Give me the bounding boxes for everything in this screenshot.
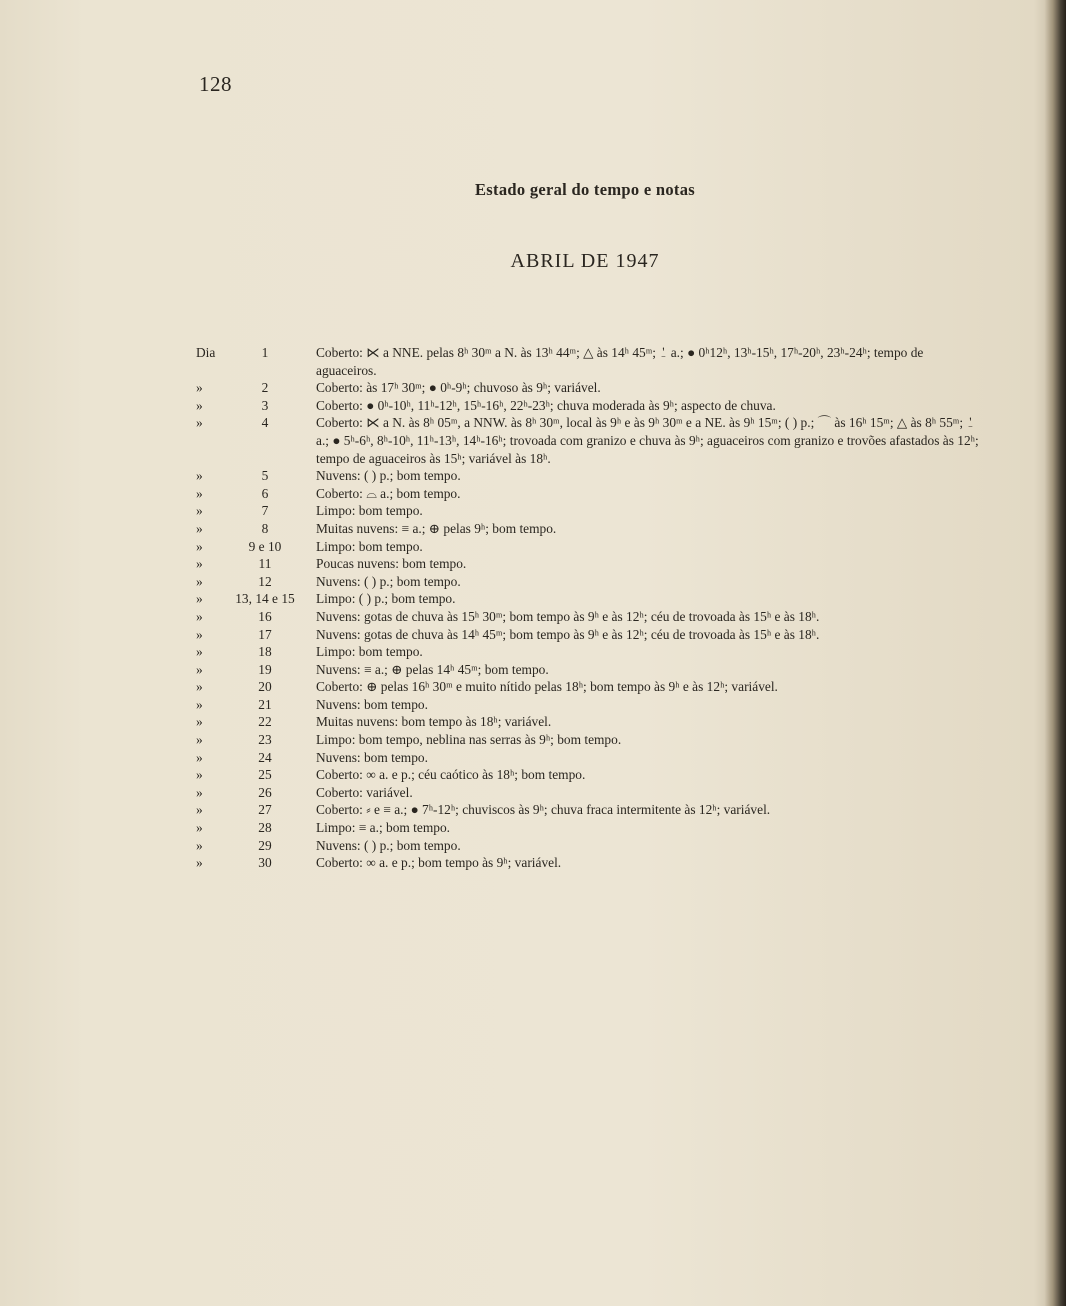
entry-day-marker: » <box>196 767 203 783</box>
entry-day-number: 1 <box>261 345 269 360</box>
entry-day-number: 24 <box>258 749 272 765</box>
entry-day-marker: » <box>196 608 203 624</box>
entry-row <box>190 555 990 573</box>
entry-row <box>190 573 990 591</box>
entry-row <box>190 749 990 767</box>
entry-description: Nuvens: bom tempo. <box>316 749 428 765</box>
entry-day-number: 8 <box>261 520 269 536</box>
entry-row <box>190 801 990 819</box>
entry-day-number: 9 e 10 <box>248 538 282 554</box>
entry-description: Coberto: ⋉ a N. às 8ʰ 05ᵐ, a NNW. às 8ʰ 30ᵐ, local às 9ʰ e às 9ʰ 30ᵐ e a NE. às 9ʰ 15ᵐ; ( ) p.; ⌒ às 16ʰ 15ᵐ; △ às 8ʰ 55ᵐ; ⍘ a.; ● 5ʰ-6ʰ, 8ʰ-10ʰ, 11ʰ-13ʰ, 14ʰ-16ʰ; trovoada com granizo e chuva às 9ʰ; aguaceiros com granizo e trovões afastados às 12ʰ; tempo de aguaceiros às 15ʰ; variável às 18ʰ. <box>316 415 979 466</box>
entry-day-marker: » <box>196 696 203 712</box>
entry-day-number: 27 <box>258 802 272 818</box>
entry-day-number: 19 <box>258 661 272 677</box>
entry-description: Coberto: variável. <box>316 784 413 800</box>
entry-row <box>190 502 990 520</box>
entry-day-number: 25 <box>258 767 272 783</box>
entry-description: Muitas nuvens: ≡ a.; ⊕ pelas 9ʰ; bom tempo. <box>316 520 557 536</box>
entry-day-number: 6 <box>261 485 269 501</box>
entry-description: Coberto: ∞ a. e p.; bom tempo às 9ʰ; variável. <box>316 855 562 871</box>
entry-day-marker: » <box>196 749 203 765</box>
entry-description: Coberto: ∞ a. e p.; céu caótico às 18ʰ; bom tempo. <box>316 767 586 783</box>
entry-row <box>190 713 990 731</box>
entry-description: Nuvens: ( ) p.; bom tempo. <box>316 573 461 589</box>
entry-row <box>190 819 990 837</box>
entry-day-marker: » <box>196 591 203 607</box>
entry-description: Nuvens: gotas de chuva às 15ʰ 30ᵐ; bom tempo às 9ʰ e às 12ʰ; céu de trovoada às 15ʰ e às 18ʰ. <box>316 608 820 624</box>
entry-row <box>190 837 990 855</box>
entry-day-marker: » <box>196 485 203 501</box>
entry-row <box>190 467 990 485</box>
entry-day-number: 16 <box>258 608 272 624</box>
entry-row <box>190 678 990 696</box>
entry-row <box>190 626 990 644</box>
entry-day-marker: » <box>196 732 203 748</box>
entry-description: Coberto: ⌓ a.; bom tempo. <box>316 485 461 501</box>
entry-day-number: 21 <box>258 696 272 712</box>
entry-day-marker: » <box>196 784 203 800</box>
entry-day-marker: Dia <box>196 345 216 360</box>
entry-row <box>190 379 990 397</box>
entry-row <box>190 485 990 503</box>
entry-day-marker: » <box>196 468 203 484</box>
page-title: Estado geral do tempo e notas <box>475 180 695 199</box>
entry-day-marker: » <box>196 644 203 660</box>
entry-description: Limpo: ( ) p.; bom tempo. <box>316 591 456 607</box>
entry-description: Limpo: bom tempo. <box>316 538 423 554</box>
entry-day-marker: » <box>196 661 203 677</box>
entry-description: Poucas nuvens: bom tempo. <box>316 556 467 572</box>
entry-day-marker: » <box>196 837 203 853</box>
entry-row <box>190 608 990 626</box>
entry-day-number: 17 <box>258 626 272 642</box>
entry-day-number: 5 <box>261 468 269 484</box>
entry-day-number: 11 <box>258 556 272 572</box>
entry-day-marker: » <box>196 538 203 554</box>
entry-row <box>190 661 990 679</box>
entry-day-number: 18 <box>258 644 272 660</box>
entry-day-number: 4 <box>261 415 269 431</box>
entry-day-marker: » <box>196 415 203 431</box>
entry-day-marker: » <box>196 503 203 519</box>
entry-day-marker: » <box>196 626 203 642</box>
entry-day-marker: » <box>196 855 203 871</box>
entry-row <box>190 766 990 784</box>
entry-day-number: 20 <box>258 679 272 695</box>
entry-day-marker: » <box>196 802 203 818</box>
entry-day-marker: » <box>196 556 203 572</box>
entry-description: Nuvens: ( ) p.; bom tempo. <box>316 837 461 853</box>
entry-row <box>190 731 990 749</box>
entry-description: Coberto: ● 0ʰ-10ʰ, 11ʰ-12ʰ, 15ʰ-16ʰ, 22ʰ-23ʰ; chuva moderada às 9ʰ; aspecto de chuva. <box>316 397 776 413</box>
entry-description: Limpo: bom tempo. <box>316 503 423 519</box>
entry-description: Coberto: às 17ʰ 30ᵐ; ● 0ʰ-9ʰ; chuvoso às 9ʰ; variável. <box>316 380 601 396</box>
entry-day-number: 2 <box>261 380 269 396</box>
entry-row <box>190 414 990 467</box>
entry-description: Nuvens: gotas de chuva às 14ʰ 45ᵐ; bom tempo às 9ʰ e às 12ʰ; céu de trovoada às 15ʰ e às 18ʰ. <box>316 626 820 642</box>
entry-day-marker: » <box>196 820 203 836</box>
entry-day-number: 22 <box>258 714 272 730</box>
entry-description: Limpo: bom tempo, neblina nas serras às 9ʰ; bom tempo. <box>316 732 622 748</box>
entry-day-number: 12 <box>258 573 272 589</box>
entry-row <box>190 397 990 415</box>
entry-description: Nuvens: ( ) p.; bom tempo. <box>316 468 461 484</box>
entry-day-number: 13, 14 e 15 <box>235 591 295 607</box>
entry-day-number: 29 <box>258 837 272 853</box>
entry-description: Nuvens: ≡ a.; ⊕ pelas 14ʰ 45ᵐ; bom tempo. <box>316 661 549 677</box>
month-heading: ABRIL DE 1947 <box>510 250 660 272</box>
entry-description: Coberto: ⸗ e ≡ a.; ● 7ʰ-12ʰ; chuviscos às 9ʰ; chuva fraca intermitente às 12ʰ; variável. <box>316 802 771 818</box>
entry-day-marker: » <box>196 679 203 695</box>
entry-day-marker: » <box>196 380 203 396</box>
entry-description: Coberto: ⊕ pelas 16ʰ 30ᵐ e muito nítido pelas 18ʰ; bom tempo às 9ʰ e às 12ʰ; variável. <box>316 679 778 695</box>
entry-day-marker: » <box>196 573 203 589</box>
weather-entries-list <box>190 344 990 872</box>
entry-day-number: 3 <box>261 397 269 413</box>
entry-day-number: 7 <box>261 503 269 519</box>
entry-row <box>190 784 990 802</box>
entry-day-marker: » <box>196 397 203 413</box>
entry-row <box>190 538 990 556</box>
entry-day-marker: » <box>196 714 203 730</box>
entry-row <box>190 696 990 714</box>
entry-description: Coberto: ⋉ a NNE. pelas 8ʰ 30ᵐ a N. às 13ʰ 44ᵐ; △ às 14ʰ 45ᵐ; ⍘ a.; ● 0ʰ12ʰ, 13ʰ-15ʰ, 17ʰ-20ʰ, 23ʰ-24ʰ; tempo de aguaceiros. <box>316 345 924 378</box>
entry-day-number: 28 <box>258 820 272 836</box>
entry-description: Limpo: bom tempo. <box>316 644 423 660</box>
entry-row <box>190 520 990 538</box>
entry-row <box>190 344 990 379</box>
page-number: 128 <box>199 72 232 96</box>
entry-description: Nuvens: bom tempo. <box>316 696 428 712</box>
entry-day-number: 23 <box>258 732 272 748</box>
entry-day-number: 30 <box>258 855 272 871</box>
entry-day-number: 26 <box>258 784 272 800</box>
entry-row <box>190 590 990 608</box>
entry-description: Limpo: ≡ a.; bom tempo. <box>316 820 451 836</box>
entry-day-marker: » <box>196 520 203 536</box>
entry-description: Muitas nuvens: bom tempo às 18ʰ; variável. <box>316 714 552 730</box>
entry-row <box>190 854 990 872</box>
entry-row <box>190 643 990 661</box>
